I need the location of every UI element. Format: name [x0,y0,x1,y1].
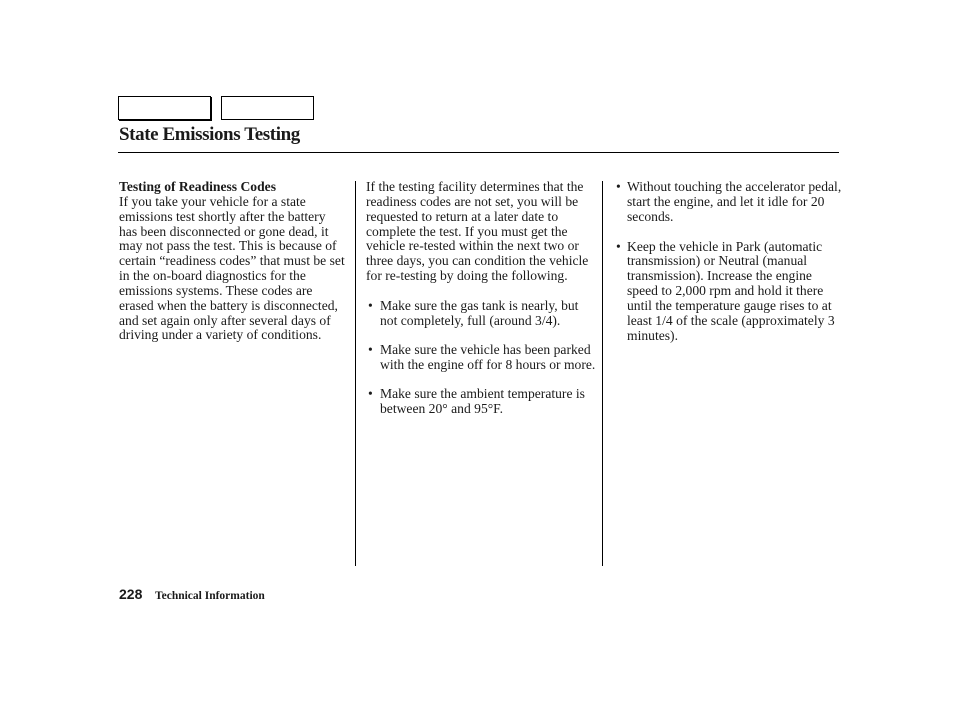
page-title: State Emissions Testing [119,124,300,145]
paragraph: If you take your vehicle for a state emissions test shortly after the battery has been disconnected or gone dead, it may not pass the test. This is because of certain “readiness codes” that must be set in the on-board diagnostics for the emissions systems. These codes are erased when the battery is disconnected, and set again only after several days of driving under a variety of conditions. [119,193,345,343]
bullet-list [616,180,842,343]
list-item: • Make sure the ambient temperature is between 20° and 95°F. [366,387,598,417]
nav-tab-next[interactable] [221,96,314,120]
section-heading: Testing of Readiness Codes [119,179,276,194]
list-item: • Without touching the accelerator pedal, start the engine, and let it idle for 20 seconds. [616,180,842,225]
column-2 [366,180,598,431]
list-item: • Make sure the gas tank is nearly, but not completely, full (around 3/4). [366,299,598,329]
nav-tab-previous[interactable] [118,96,211,120]
column-divider [355,181,356,566]
bullet-list [366,299,598,417]
column-1 [119,180,347,343]
column-3 [616,180,842,358]
paragraph: If the testing facility determines that the readiness codes are not set, you will be requested to return at a later date to complete the test. If you must get the vehicle re-tested within the next two or three days, you can condition the vehicle for re-testing by doing the following. [366,179,589,284]
title-divider [118,152,839,153]
page-number: 228 [119,586,143,602]
list-item: • Keep the vehicle in Park (automatic transmission) or Neutral (manual transmission). Increase the engine speed to 2,000 rpm and hold it there until the temperature gauge rises to at least 1/4 of the scale (approximately 3 minutes). [616,240,842,344]
section-name: Technical Information [155,590,265,602]
list-item: • Make sure the vehicle has been parked with the engine off for 8 hours or more. [366,343,598,373]
column-divider [602,181,603,566]
